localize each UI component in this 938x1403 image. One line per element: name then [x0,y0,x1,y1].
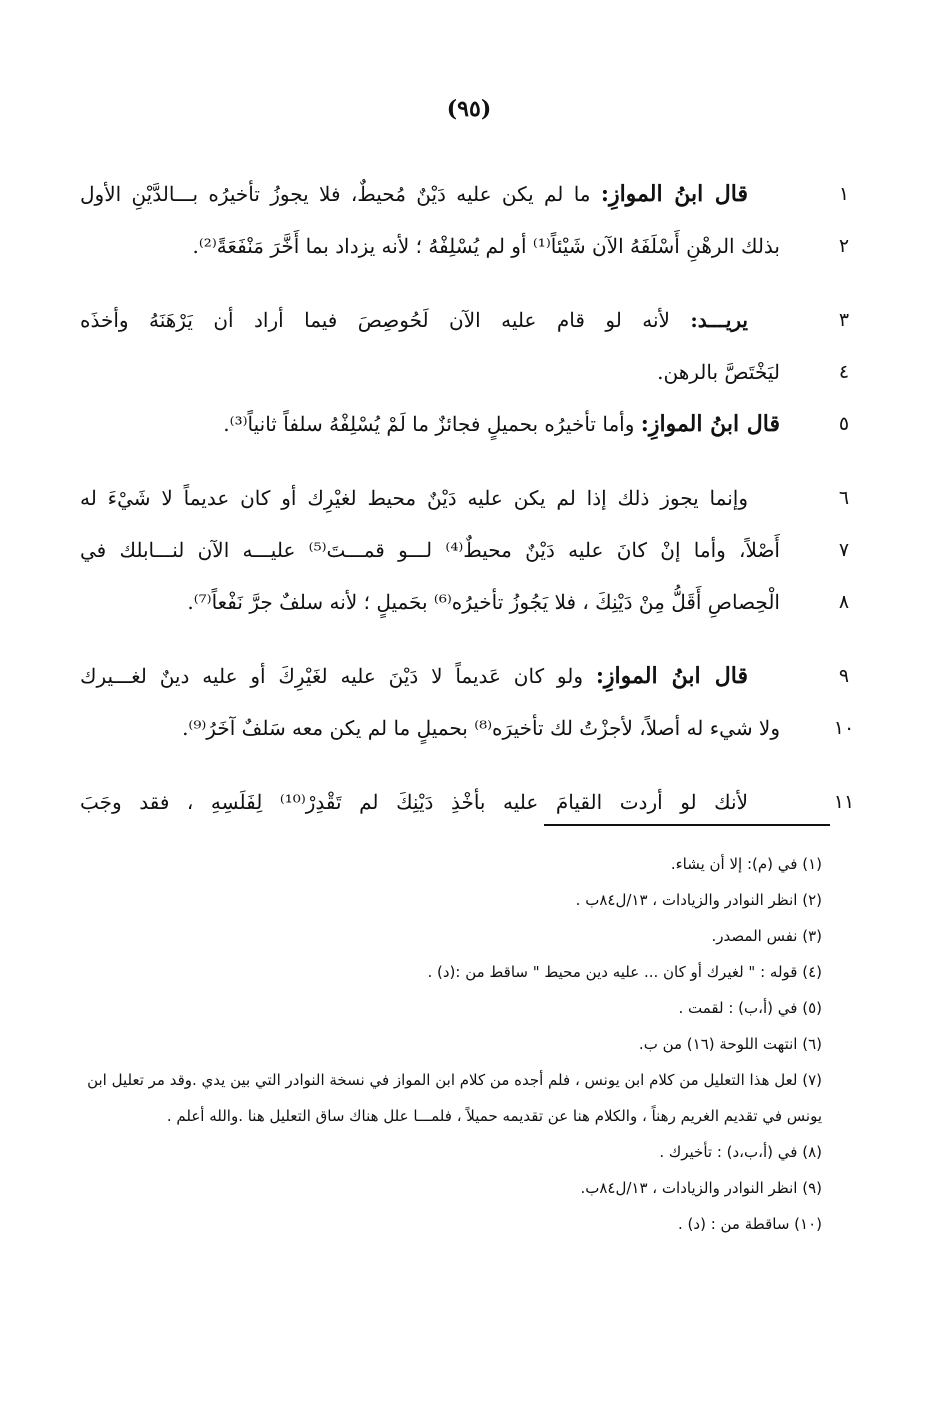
line-number: ٤ [838,361,850,383]
line-number: ١١ [833,791,855,813]
speaker-label: يريـــد: [690,308,748,332]
line-number: ٢ [838,235,850,257]
line-body: ولو كان عَديماً لا دَيْنَ عليه لغَيْرِكَ أو عليه دينٌ لغـــيرك [80,664,596,688]
text-line-8 [80,576,860,628]
line-body: لأنه لو قام عليه الآن لَحُوصِصَ فيما أراد أن يَرْهَنَهُ وأخذَه [80,308,691,332]
speaker-label: قال ابنُ الموازِ: [600,181,748,207]
page-number: (٩٥) [446,96,492,122]
line-text: الْحِصاصِ أَقَلُّ مِنْ دَيْنِكَ ، فلا يَجُوزُ تأخيرُه⁽⁶⁾ بحَميلٍ ؛ لأنه سلفٌ جرَّ نَفْعاً⁽⁷⁾. [187,590,780,614]
text-line-9 [80,650,860,702]
footnote: (٣) نفس المصدر. [711,927,822,945]
line-text [80,294,780,346]
text-line-10 [80,702,860,754]
line-text [80,398,780,450]
line-body: ما لم يكن عليه دَيْنٌ مُحيطٌ، فلا يجوزُ تأخيرُه بـــالدَّيْنِ الأول [80,182,601,206]
footnote: (٩) انظر النوادر والزيادات ، ١٣/ل٨٤ب. [580,1179,822,1197]
footnote: (٨) في (أ،ب،د) : تأخيرك . [659,1143,822,1161]
footnote: (٢) انظر النوادر والزيادات ، ١٣/ل٨٤ب . [575,891,822,909]
footnotes [70,846,822,1242]
line-text: بذلك الرهْنِ أَسْلَفَهُ الآن شَيْئاً⁽¹⁾ أو لم يُسْلِفْهُ ؛ لأنه يزداد بما أَخَّرَ مَنْفَعَةً⁽²⁾. [192,234,780,258]
speaker-label: قال ابنُ الموازِ: [595,663,748,689]
line-number: ٧ [838,539,850,561]
line-number: ٨ [838,591,850,613]
line-text: وإنما يجوز ذلك إذا لم يكن عليه دَيْنٌ محيط لغيْرِك أو كان عديماً لا شَيْءَ له [80,486,748,510]
line-text: ولا شيء له أصلاً، لأجزْتُ لك تأخيرَه⁽⁸⁾ بحميلٍ ما لم يكن معه سَلفٌ آخَرُ⁽⁹⁾. [182,716,780,740]
line-text: ليَخْتَصَّ بالرهن. [657,360,780,384]
main-text [80,168,860,828]
line-text: لأنك لو أردت القيامَ عليه بأخْذِ دَيْنِكَ لم تَقْدِرْ⁽¹⁰⁾ لِفَلَسِهِ ، فقد وجَبَ [80,790,749,814]
footnote: (٧) لعل هذا التعليل من كلام ابن يونس ، فلم أجده من كلام ابن المواز في نسخة النوادر التي بين يدي .وقد مر تعليل ابن يونس في تقديم الغريم رهناً ، والكلام هنا عن تقديمه حميلاً ، فلمـــا علل هناك ساق التعليل هنا .والله أعلم . [87,1071,822,1125]
line-number: ١ [838,183,850,205]
text-line-11 [80,776,860,828]
speaker-label: قال ابنُ الموازِ: [640,411,780,437]
line-number: ٩ [838,665,850,687]
footnote-divider [544,824,830,826]
text-line-7 [80,524,860,576]
text-line-4 [80,346,860,398]
line-number: ٦ [838,487,850,509]
line-number: ١٠ [833,717,855,739]
footnote: (١٠) ساقطة من : (د) . [678,1215,822,1233]
line-number: ٥ [838,413,850,435]
line-number: ٣ [838,309,850,331]
line-text [80,168,780,220]
text-line-6 [80,472,860,524]
footnote: (٥) في (أ،ب) : لقمت . [678,999,822,1017]
footnote: (١) في (م): إلا أن يشاء. [670,855,822,873]
footnote: (٦) انتهت اللوحة (١٦) من ب. [638,1035,822,1053]
text-line-3 [80,294,860,346]
line-text: أَصْلاً، وأما إنْ كانَ عليه دَيْنٌ محيطٌ⁽⁴⁾ لـــو قمـــتَ⁽⁵⁾ عليـــه الآن لنـــابلك في [80,538,780,562]
line-text [80,650,780,702]
text-line-2 [80,220,860,272]
line-body: وأما تأخيرُه بحميلٍ فجائزٌ ما لَمْ يُسْلِفْهُ سلفاً ثانياً⁽³⁾. [223,412,641,436]
footnote: (٤) قوله : " لغيرك أو كان ... عليه دين محيط " ساقط من :(د) . [427,963,822,981]
text-line-5 [80,398,860,450]
text-line-1 [80,168,860,220]
